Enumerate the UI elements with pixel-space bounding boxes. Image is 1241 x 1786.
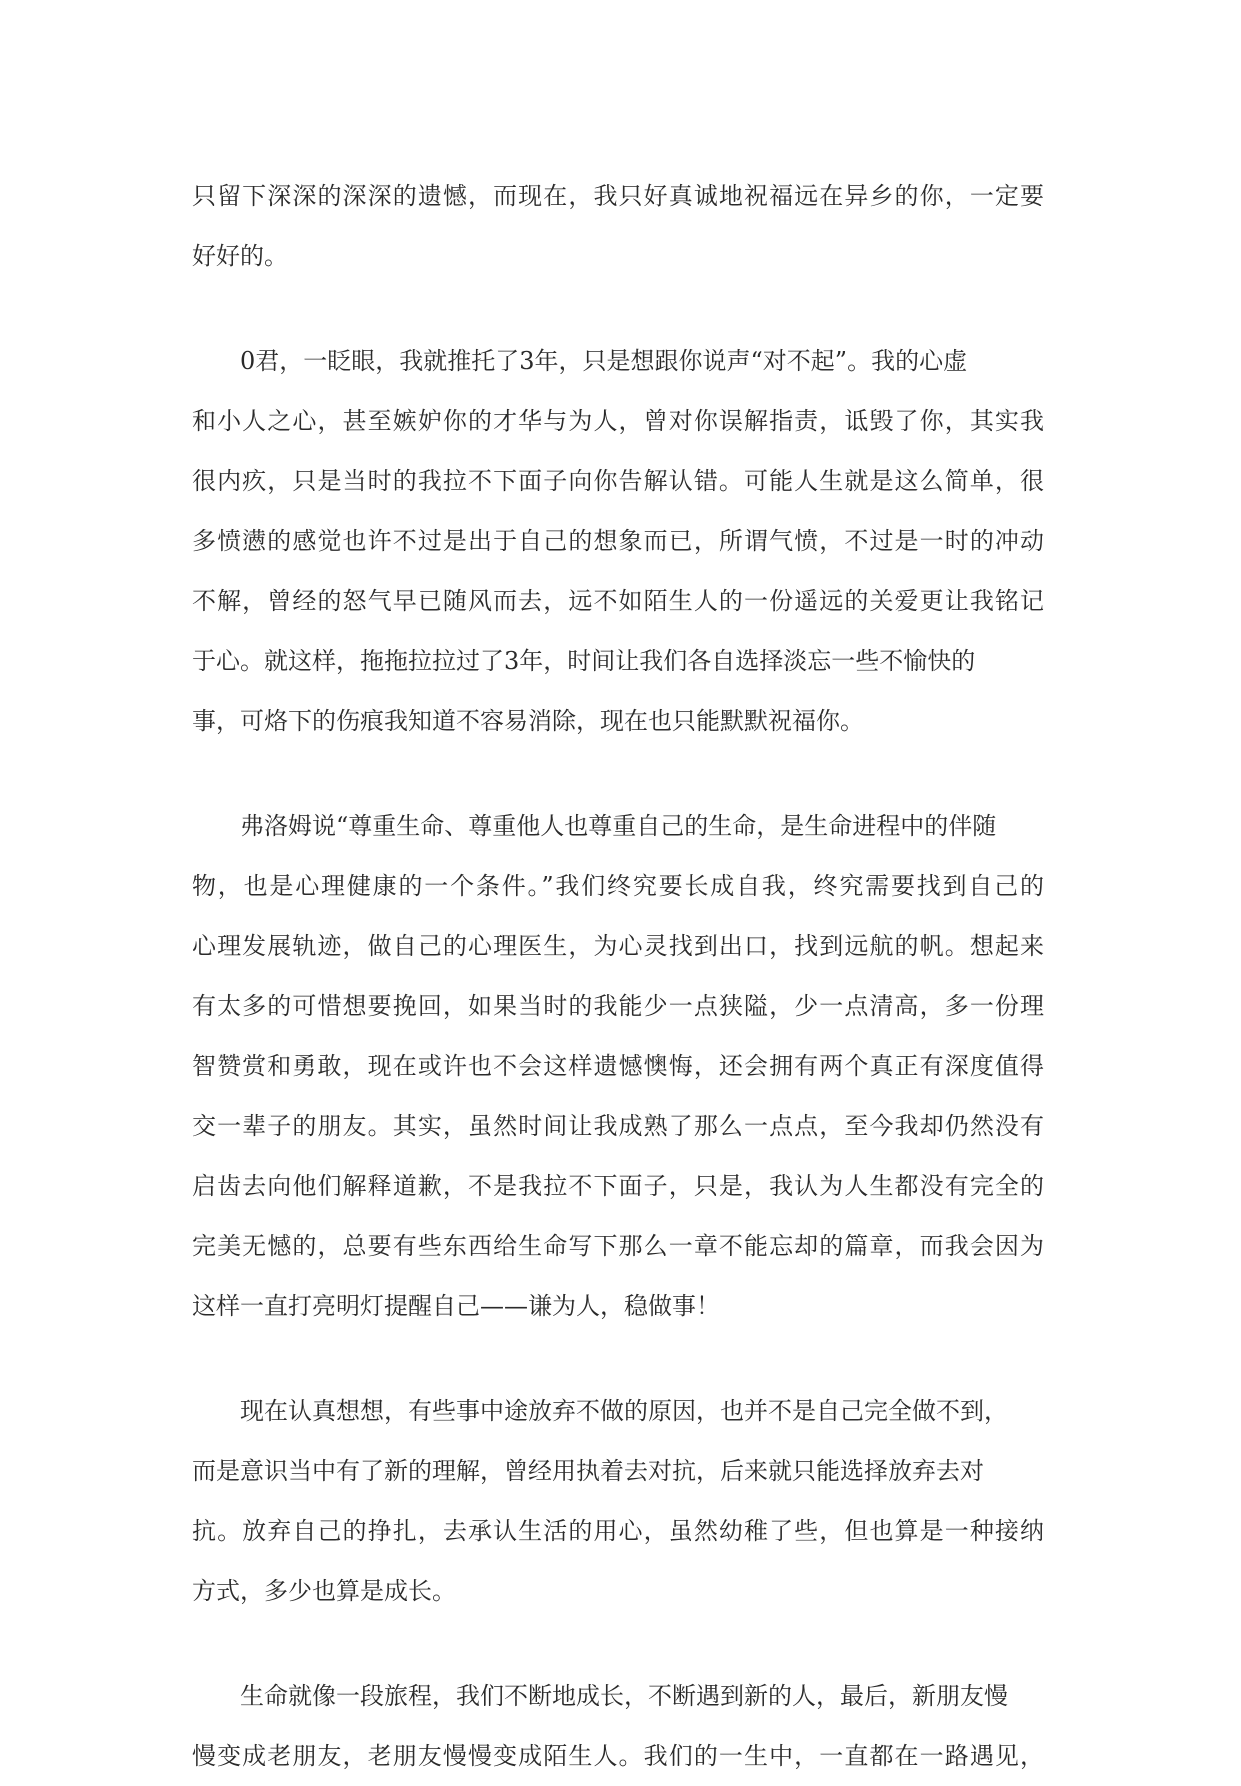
paragraph — [192, 331, 1044, 751]
text-line: 0君，一眨眼，我就推托了3年，只是想跟你说声“对不起”。我的心虚 — [240, 347, 968, 375]
text-line: 而是意识当中有了新的理解，曾经用执着去对抗，后来就只能选择放弃去对 — [192, 1457, 984, 1485]
text-line: 心理发展轨迹，做自己的心理医生，为心灵找到出口，找到远航的帆。想起来 — [192, 932, 1044, 960]
text-line: 这样一直打亮明灯提醒自己——谦为人，稳做事！ — [192, 1292, 720, 1320]
text-line: 有太多的可惜想要挽回，如果当时的我能少一点狭隘，少一点清高，多一份理 — [192, 992, 1044, 1020]
text-line: 方式，多少也算是成长。 — [192, 1577, 456, 1605]
text-line: 很内疚，只是当时的我拉不下面子向你告解认错。可能人生就是这么简单，很 — [192, 467, 1044, 495]
text-line: 只留下深深的深深的遗憾，而现在，我只好真诚地祝福远在异乡的你，一定要 — [192, 182, 1044, 210]
text-line: 完美无憾的，总要有些东西给生命写下那么一章不能忘却的篇章，而我会因为 — [192, 1232, 1044, 1260]
text-line: 启齿去向他们解释道歉，不是我拉不下面子，只是，我认为人生都没有完全的 — [192, 1172, 1044, 1200]
text-line: 不解，曾经的怒气早已随风而去，远不如陌生人的一份遥远的关爱更让我铭记 — [192, 587, 1044, 615]
paragraph — [192, 1381, 1044, 1621]
text-line: 智赞赏和勇敢，现在或许也不会这样遗憾懊悔，还会拥有两个真正有深度值得 — [192, 1052, 1044, 1080]
text-line: 现在认真想想，有些事中途放弃不做的原因，也并不是自己完全做不到， — [240, 1397, 1008, 1425]
paragraph — [192, 796, 1044, 1336]
text-line: 和小人之心，甚至嫉妒你的才华与为人，曾对你误解指责，诋毁了你，其实我 — [192, 407, 1044, 435]
paragraph — [192, 166, 1044, 286]
text-line: 事，可烙下的伤痕我知道不容易消除，现在也只能默默祝福你。 — [192, 707, 864, 735]
text-line: 生命就像一段旅程，我们不断地成长，不断遇到新的人，最后，新朋友慢 — [240, 1682, 1008, 1710]
text-line: 弗洛姆说“尊重生命、尊重他人也尊重自己的生命，是生命进程中的伴随 — [240, 812, 997, 840]
text-line: 好好的。 — [192, 242, 288, 270]
text-line: 多愤懑的感觉也许不过是出于自己的想象而已，所谓气愤，不过是一时的冲动 — [192, 527, 1044, 555]
text-line: 于心。就这样，拖拖拉拉过了3年，时间让我们各自选择淡忘一些不愉快的 — [192, 647, 976, 675]
paragraph — [192, 1666, 1044, 1786]
text-line: 交一辈子的朋友。其实，虽然时间让我成熟了那么一点点，至今我却仍然没有 — [192, 1112, 1044, 1140]
text-line: 抗。放弃自己的挣扎，去承认生活的用心，虽然幼稚了些，但也算是一种接纳 — [192, 1517, 1044, 1545]
text-line: 慢变成老朋友，老朋友慢慢变成陌生人。我们的一生中，一直都在一路遇见， — [192, 1742, 1044, 1770]
text-line: 物，也是心理健康的一个条件。”我们终究要长成自我，终究需要找到自己的 — [192, 872, 1044, 900]
document-body — [192, 166, 1044, 1786]
